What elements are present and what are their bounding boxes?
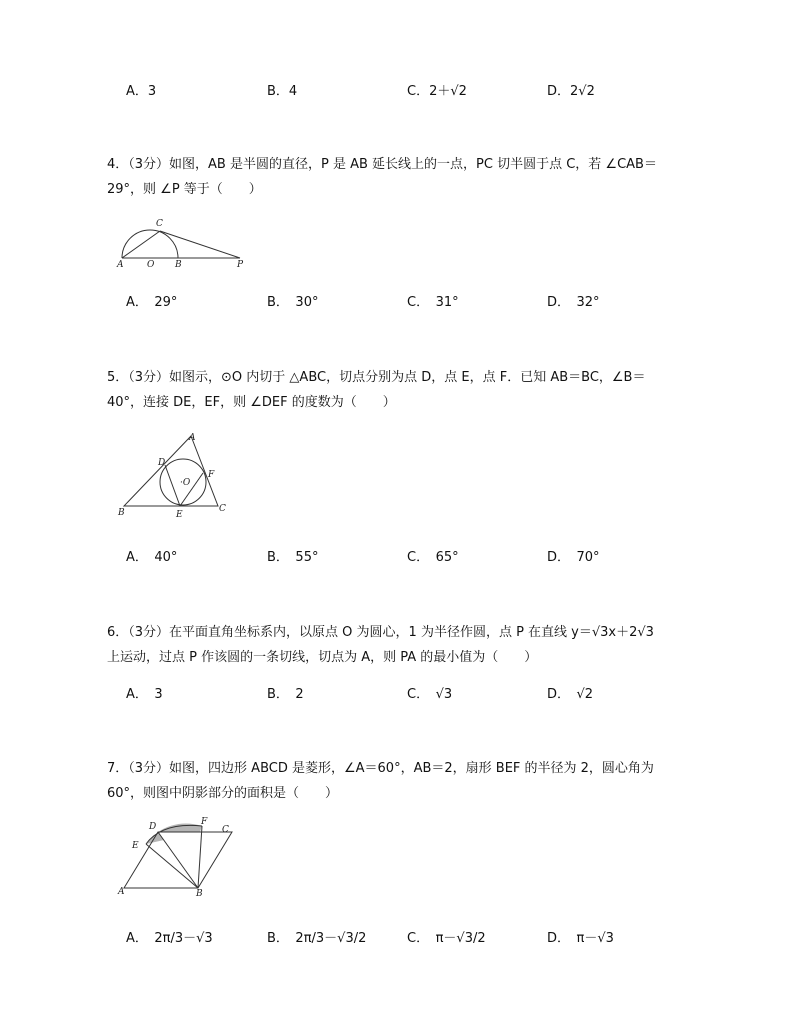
triangle-abc xyxy=(124,436,218,506)
line-be xyxy=(146,844,198,888)
label-c: C xyxy=(156,219,163,229)
q5-option-c: C． 65° xyxy=(407,550,459,565)
label-e: E xyxy=(132,841,139,851)
q4-option-d: D． 32° xyxy=(547,295,600,310)
q7-text-line2: 60°，则图中阴影部分的面积是（ ） xyxy=(107,786,339,801)
q6-option-a: A． 3 xyxy=(126,687,163,702)
q4-option-a: A． 29° xyxy=(126,295,178,310)
q4-text-line2: 29°，则 ∠P 等于（ ） xyxy=(107,182,262,197)
q6-text-line1: 6．（3分）在平面直角坐标系内，以原点 O 为圆心，1 为半径作圆，点 P 在直线 y＝√3x＋2√3 xyxy=(107,625,654,640)
label-f: F xyxy=(208,470,215,480)
q6-option-b: B． 2 xyxy=(267,687,304,702)
label-a: A xyxy=(189,433,196,443)
label-e: E xyxy=(176,510,183,520)
q4-figure xyxy=(114,214,254,270)
q6-option-d: D． √2 xyxy=(547,687,594,702)
q3-option-d: D．2√2 xyxy=(547,84,595,99)
label-o: O xyxy=(147,260,155,270)
line-de xyxy=(165,465,180,506)
label-b: B xyxy=(118,508,125,518)
q7-option-a: A． 2π/3－√3 xyxy=(126,931,213,946)
label-c: C xyxy=(222,825,229,835)
shaded-region-left xyxy=(146,832,164,844)
q7-option-d: D． π－√3 xyxy=(547,931,614,946)
label-p: P xyxy=(237,260,244,270)
q6-text-line2: 上运动，过点 P 作该圆的一条切线，切点为 A，则 PA 的最小值为（ ） xyxy=(107,650,538,665)
q7-text-line1: 7．（3分）如图，四边形 ABCD 是菱形，∠A＝60°，AB＝2，扇形 BEF 的半径为 2，圆心角为 xyxy=(107,761,654,776)
label-f: F xyxy=(201,817,208,827)
q3-option-c: C．2＋√2 xyxy=(407,84,467,99)
q4-option-c: C． 31° xyxy=(407,295,459,310)
label-d: D xyxy=(158,458,166,468)
q7-option-b: B． 2π/3－√3/2 xyxy=(267,931,367,946)
q3-option-b: B．4 xyxy=(267,84,298,99)
q5-text-line1: 5．（3分）如图示，⊙O 内切于 △ABC，切点分别为点 D，点 E，点 F．已知 AB＝BC，∠B＝ xyxy=(107,370,646,385)
q5-option-b: B． 55° xyxy=(267,550,319,565)
line-bd xyxy=(158,832,198,888)
line-pc xyxy=(160,231,240,258)
q4-text-line1: 4．（3分）如图，AB 是半圆的直径，P 是 AB 延长线上的一点，PC 切半圆于点 C，若 ∠CAB＝ xyxy=(107,157,657,172)
q7-option-c: C． π－√3/2 xyxy=(407,931,486,946)
label-c: C xyxy=(219,504,226,514)
q6-option-c: C． √3 xyxy=(407,687,453,702)
line-bf xyxy=(198,826,202,888)
label-d: D xyxy=(149,822,157,832)
line-ac xyxy=(122,231,160,258)
label-b: B xyxy=(175,260,182,270)
q5-text-line2: 40°，连接 DE，EF，则 ∠DEF 的度数为（ ） xyxy=(107,395,396,410)
q5-figure xyxy=(114,428,234,520)
label-o: ·O xyxy=(180,478,191,488)
label-a: A xyxy=(118,887,125,897)
q4-option-b: B． 30° xyxy=(267,295,319,310)
label-b: B xyxy=(196,889,203,898)
shaded-region-top xyxy=(158,824,202,832)
q3-option-a: A．3 xyxy=(126,84,157,99)
label-a: A xyxy=(117,260,124,270)
q5-option-a: A． 40° xyxy=(126,550,178,565)
q5-option-d: D． 70° xyxy=(547,550,600,565)
q7-figure xyxy=(114,814,240,898)
